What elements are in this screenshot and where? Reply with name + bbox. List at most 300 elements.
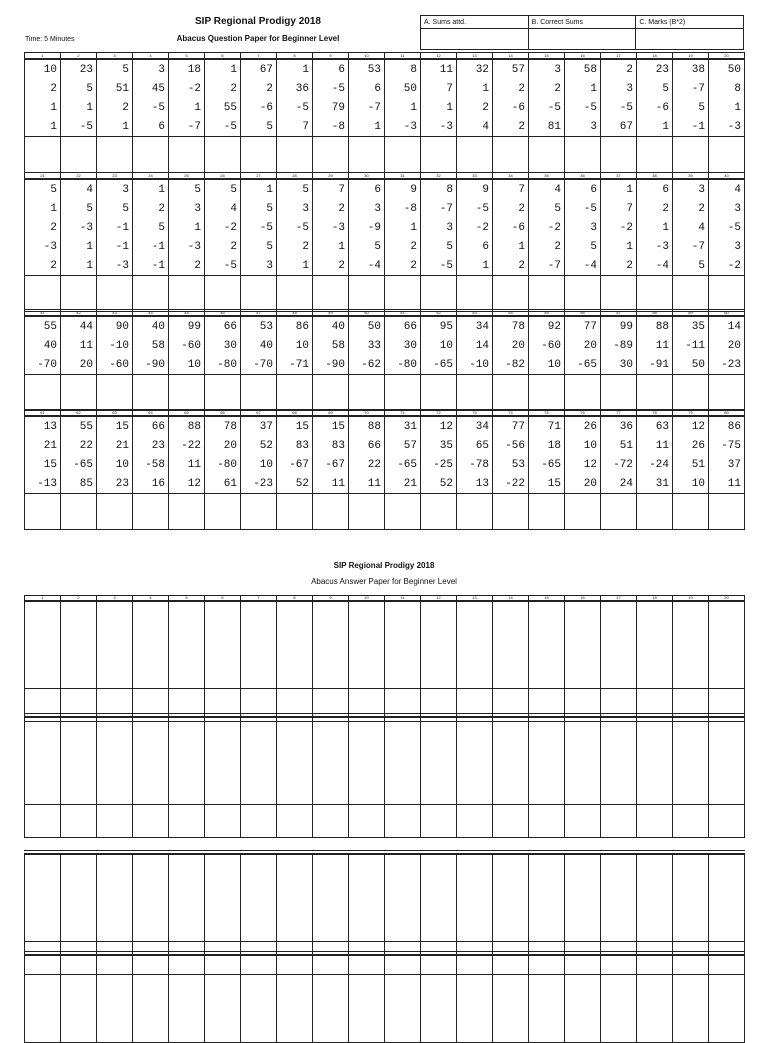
question-value: 38 xyxy=(673,59,709,79)
work-cell[interactable] xyxy=(349,601,385,689)
work-cell[interactable] xyxy=(349,718,385,805)
work-cell[interactable] xyxy=(169,601,205,689)
work-cell[interactable] xyxy=(673,601,709,689)
question-value: 83 xyxy=(277,436,313,455)
question-value: 40 xyxy=(313,316,349,336)
answer-cell[interactable] xyxy=(61,276,97,312)
question-value: 2 xyxy=(673,199,709,218)
answer-cell[interactable] xyxy=(313,375,349,411)
answer-cell[interactable] xyxy=(349,805,385,838)
work-cell[interactable] xyxy=(205,855,241,942)
work-cell[interactable] xyxy=(25,601,61,689)
question-number: 80 xyxy=(709,410,745,417)
answer-cell[interactable] xyxy=(565,494,601,530)
question-value: 50 xyxy=(385,79,421,98)
question-number: 57 xyxy=(601,310,637,317)
work-cell[interactable] xyxy=(133,601,169,689)
work-cell[interactable] xyxy=(385,855,421,942)
time-limit: Time: 5 Minutes xyxy=(25,36,75,43)
answer-cell[interactable] xyxy=(709,137,745,173)
answer-cell[interactable] xyxy=(97,137,133,173)
answer-cell[interactable] xyxy=(241,375,277,411)
work-cell[interactable] xyxy=(277,601,313,689)
question-value: 6 xyxy=(313,59,349,79)
answer-cell[interactable] xyxy=(385,137,421,173)
work-cell[interactable] xyxy=(313,601,349,689)
work-cell[interactable] xyxy=(673,956,709,1043)
work-cell[interactable] xyxy=(241,855,277,942)
answer-cell[interactable] xyxy=(313,137,349,173)
question-number: 15 xyxy=(529,53,565,60)
question-value: 66 xyxy=(349,436,385,455)
work-cell[interactable] xyxy=(601,718,637,805)
work-cell[interactable] xyxy=(709,718,745,805)
question-value: -6 xyxy=(493,218,529,237)
answer-cell[interactable] xyxy=(205,375,241,411)
answer-cell[interactable] xyxy=(493,375,529,411)
question-value: 2 xyxy=(493,199,529,218)
answer-cell[interactable] xyxy=(421,276,457,312)
work-cell[interactable] xyxy=(25,718,61,805)
work-cell[interactable] xyxy=(133,855,169,942)
question-value: 36 xyxy=(601,416,637,436)
work-cell[interactable] xyxy=(61,601,97,689)
answer-cell[interactable] xyxy=(133,375,169,411)
work-cell[interactable] xyxy=(493,956,529,1043)
answer-cell[interactable] xyxy=(565,137,601,173)
question-value: 2 xyxy=(637,199,673,218)
answer-cell[interactable] xyxy=(313,494,349,530)
question-value: 2 xyxy=(25,79,61,98)
question-number: 24 xyxy=(133,173,169,180)
question-number: 71 xyxy=(385,410,421,417)
correct-sums-field[interactable] xyxy=(528,29,636,50)
answer-number: 18 xyxy=(637,596,673,602)
question-number: 28 xyxy=(277,173,313,180)
work-cell[interactable] xyxy=(349,855,385,942)
work-cell[interactable] xyxy=(25,855,61,942)
question-value: -56 xyxy=(493,436,529,455)
work-cell[interactable] xyxy=(421,718,457,805)
work-cell[interactable] xyxy=(421,956,457,1043)
answer-cell[interactable] xyxy=(493,137,529,173)
answer-cell[interactable] xyxy=(277,137,313,173)
answer-cell[interactable] xyxy=(421,375,457,411)
answer-cell[interactable] xyxy=(133,494,169,530)
question-value: 10 xyxy=(97,455,133,474)
work-cell[interactable] xyxy=(277,956,313,1043)
answer-cell[interactable] xyxy=(241,137,277,173)
answer-cell[interactable] xyxy=(205,276,241,312)
question-value: 5 xyxy=(421,237,457,256)
answer-cell[interactable] xyxy=(601,494,637,530)
answer-cell[interactable] xyxy=(385,375,421,411)
answer-cell[interactable] xyxy=(169,805,205,838)
answer-cell[interactable] xyxy=(25,805,61,838)
work-cell[interactable] xyxy=(349,956,385,1043)
answer-cell[interactable] xyxy=(25,276,61,312)
work-cell[interactable] xyxy=(169,718,205,805)
question-number: 47 xyxy=(241,310,277,317)
answer-cell[interactable] xyxy=(61,137,97,173)
work-cell[interactable] xyxy=(565,855,601,942)
answer-cell[interactable] xyxy=(637,276,673,312)
work-cell[interactable] xyxy=(565,601,601,689)
question-value: -80 xyxy=(205,455,241,474)
answer-cell[interactable] xyxy=(349,494,385,530)
work-cell[interactable] xyxy=(565,956,601,1043)
answer-cell[interactable] xyxy=(529,137,565,173)
work-cell[interactable] xyxy=(457,601,493,689)
question-number: 46 xyxy=(205,310,241,317)
work-cell[interactable] xyxy=(25,956,61,1043)
answer-number: 4 xyxy=(133,596,169,602)
answer-cell[interactable] xyxy=(25,375,61,411)
answer-cell[interactable] xyxy=(97,805,133,838)
answer-cell[interactable] xyxy=(529,805,565,838)
answer-cell[interactable] xyxy=(349,276,385,312)
answer-cell[interactable] xyxy=(277,494,313,530)
question-number: 61 xyxy=(25,410,61,417)
question-value: 34 xyxy=(457,416,493,436)
question-block xyxy=(24,309,745,411)
answer-number: 10 xyxy=(349,596,385,602)
work-cell[interactable] xyxy=(97,718,133,805)
work-cell[interactable] xyxy=(97,956,133,1043)
question-value: 1 xyxy=(349,117,385,137)
answer-cell[interactable] xyxy=(61,494,97,530)
work-cell[interactable] xyxy=(97,855,133,942)
question-value: 1 xyxy=(709,98,745,117)
work-cell[interactable] xyxy=(61,855,97,942)
question-value: 85 xyxy=(61,474,97,494)
work-cell[interactable] xyxy=(277,718,313,805)
question-value: 21 xyxy=(25,436,61,455)
question-value: 30 xyxy=(205,336,241,355)
answer-cell[interactable] xyxy=(169,375,205,411)
answer-cell[interactable] xyxy=(97,375,133,411)
sums-attempted-field[interactable] xyxy=(421,29,529,50)
question-value: 11 xyxy=(421,59,457,79)
question-value: 37 xyxy=(241,416,277,436)
work-cell[interactable] xyxy=(601,956,637,1043)
question-value: 3 xyxy=(277,199,313,218)
question-number: 48 xyxy=(277,310,313,317)
work-cell[interactable] xyxy=(97,601,133,689)
question-value: 10 xyxy=(565,436,601,455)
question-value: 45 xyxy=(133,79,169,98)
answer-cell[interactable] xyxy=(205,494,241,530)
question-value: -70 xyxy=(241,355,277,375)
answer-cell[interactable] xyxy=(169,137,205,173)
marks-field[interactable] xyxy=(636,29,744,50)
question-value: 4 xyxy=(709,179,745,199)
question-value: 51 xyxy=(673,455,709,474)
work-cell[interactable] xyxy=(169,855,205,942)
question-value: 2 xyxy=(313,199,349,218)
answer-cell[interactable] xyxy=(277,375,313,411)
work-cell[interactable] xyxy=(529,601,565,689)
work-cell[interactable] xyxy=(61,718,97,805)
answer-cell[interactable] xyxy=(349,137,385,173)
answer-cell[interactable] xyxy=(493,276,529,312)
answer-cell[interactable] xyxy=(457,494,493,530)
question-value: 5 xyxy=(673,256,709,276)
work-cell[interactable] xyxy=(709,855,745,942)
question-value: 2 xyxy=(385,256,421,276)
answer-cell[interactable] xyxy=(385,276,421,312)
question-number: 51 xyxy=(385,310,421,317)
answer-cell[interactable] xyxy=(709,494,745,530)
work-cell[interactable] xyxy=(205,601,241,689)
question-value: 5 xyxy=(25,179,61,199)
answer-cell[interactable] xyxy=(421,494,457,530)
answer-cell[interactable] xyxy=(61,375,97,411)
question-value: 2 xyxy=(241,79,277,98)
answer-cell[interactable] xyxy=(709,276,745,312)
answer-cell[interactable] xyxy=(673,276,709,312)
question-value: 15 xyxy=(313,416,349,436)
question-value: -80 xyxy=(385,355,421,375)
question-value: 55 xyxy=(25,316,61,336)
answer-cell[interactable] xyxy=(385,494,421,530)
question-value: 5 xyxy=(133,218,169,237)
answer-cell[interactable] xyxy=(421,805,457,838)
question-number: 67 xyxy=(241,410,277,417)
question-value: -1 xyxy=(673,117,709,137)
work-cell[interactable] xyxy=(529,855,565,942)
question-number: 9 xyxy=(313,53,349,60)
question-value: 1 xyxy=(565,79,601,98)
question-number: 26 xyxy=(205,173,241,180)
work-cell[interactable] xyxy=(313,718,349,805)
answer-cell[interactable] xyxy=(313,805,349,838)
question-number: 32 xyxy=(421,173,457,180)
work-cell[interactable] xyxy=(637,956,673,1043)
answer-cell[interactable] xyxy=(709,805,745,838)
work-cell[interactable] xyxy=(385,718,421,805)
question-value: -65 xyxy=(421,355,457,375)
question-value: 2 xyxy=(385,237,421,256)
work-cell[interactable] xyxy=(637,855,673,942)
question-value: 1 xyxy=(313,237,349,256)
work-cell[interactable] xyxy=(277,855,313,942)
work-cell[interactable] xyxy=(169,956,205,1043)
question-value: 3 xyxy=(133,59,169,79)
work-cell[interactable] xyxy=(673,718,709,805)
work-cell[interactable] xyxy=(133,956,169,1043)
question-value: 31 xyxy=(637,474,673,494)
question-value: -6 xyxy=(637,98,673,117)
answer-cell[interactable] xyxy=(241,805,277,838)
question-value: 3 xyxy=(709,237,745,256)
answer-cell[interactable] xyxy=(637,137,673,173)
answer-number: 11 xyxy=(385,596,421,602)
question-number: 77 xyxy=(601,410,637,417)
work-cell[interactable] xyxy=(709,956,745,1043)
work-cell[interactable] xyxy=(241,718,277,805)
question-value: 86 xyxy=(709,416,745,436)
answer-cell[interactable] xyxy=(529,276,565,312)
answer-cell[interactable] xyxy=(601,375,637,411)
answer-cell[interactable] xyxy=(493,494,529,530)
answer-cell[interactable] xyxy=(277,805,313,838)
answer-cell[interactable] xyxy=(169,276,205,312)
answer-cell[interactable] xyxy=(133,805,169,838)
question-number: 40 xyxy=(709,173,745,180)
work-cell[interactable] xyxy=(61,956,97,1043)
work-cell[interactable] xyxy=(205,956,241,1043)
answer-cell[interactable] xyxy=(205,805,241,838)
work-cell[interactable] xyxy=(385,956,421,1043)
answer-cell[interactable] xyxy=(565,375,601,411)
answer-cell[interactable] xyxy=(97,494,133,530)
work-cell[interactable] xyxy=(241,956,277,1043)
work-cell[interactable] xyxy=(565,718,601,805)
answer-cell[interactable] xyxy=(457,276,493,312)
question-value: 21 xyxy=(385,474,421,494)
question-number: 58 xyxy=(637,310,673,317)
work-cell[interactable] xyxy=(313,956,349,1043)
answer-cell[interactable] xyxy=(205,137,241,173)
answer-cell[interactable] xyxy=(565,276,601,312)
answer-cell[interactable] xyxy=(61,805,97,838)
answer-cell[interactable] xyxy=(637,375,673,411)
question-value: 6 xyxy=(133,117,169,137)
question-value: 5 xyxy=(97,59,133,79)
answer-cell[interactable] xyxy=(637,805,673,838)
question-value: 5 xyxy=(61,79,97,98)
answer-cell[interactable] xyxy=(25,494,61,530)
work-cell[interactable] xyxy=(493,718,529,805)
answer-cell[interactable] xyxy=(25,137,61,173)
question-value: 1 xyxy=(61,256,97,276)
answer-cell[interactable] xyxy=(457,805,493,838)
question-value: -9 xyxy=(349,218,385,237)
work-cell[interactable] xyxy=(637,601,673,689)
answer-cell[interactable] xyxy=(601,805,637,838)
question-value: -62 xyxy=(349,355,385,375)
work-cell[interactable] xyxy=(601,601,637,689)
question-value: 57 xyxy=(385,436,421,455)
work-cell[interactable] xyxy=(457,718,493,805)
answer-cell[interactable] xyxy=(565,805,601,838)
question-value: -11 xyxy=(673,336,709,355)
question-value: -3 xyxy=(61,218,97,237)
question-value: 6 xyxy=(349,179,385,199)
answer-cell[interactable] xyxy=(601,137,637,173)
question-value: 2 xyxy=(25,256,61,276)
answer-cell[interactable] xyxy=(457,137,493,173)
answer-cell[interactable] xyxy=(601,276,637,312)
answer-cell[interactable] xyxy=(349,375,385,411)
question-value: 24 xyxy=(601,474,637,494)
question-number: 23 xyxy=(97,173,133,180)
answer-cell[interactable] xyxy=(133,276,169,312)
answer-cell[interactable] xyxy=(169,494,205,530)
answer-cell[interactable] xyxy=(421,137,457,173)
question-number: 42 xyxy=(61,310,97,317)
answer-cell[interactable] xyxy=(529,375,565,411)
question-value: 58 xyxy=(565,59,601,79)
work-cell[interactable] xyxy=(457,956,493,1043)
answer-cell[interactable] xyxy=(529,494,565,530)
answer-cell[interactable] xyxy=(673,494,709,530)
answer-cell[interactable] xyxy=(493,805,529,838)
work-cell[interactable] xyxy=(241,601,277,689)
work-cell[interactable] xyxy=(421,601,457,689)
question-value: -82 xyxy=(493,355,529,375)
work-cell[interactable] xyxy=(529,956,565,1043)
work-cell[interactable] xyxy=(205,718,241,805)
answer-cell[interactable] xyxy=(313,276,349,312)
question-value: -7 xyxy=(169,117,205,137)
answer-cell[interactable] xyxy=(241,276,277,312)
answer-cell[interactable] xyxy=(241,494,277,530)
question-value: 4 xyxy=(529,179,565,199)
question-value: -13 xyxy=(25,474,61,494)
question-value: 5 xyxy=(61,199,97,218)
question-value: 20 xyxy=(565,474,601,494)
answer-cell[interactable] xyxy=(673,137,709,173)
work-cell[interactable] xyxy=(133,718,169,805)
answer-cell[interactable] xyxy=(673,375,709,411)
answer-cell[interactable] xyxy=(457,375,493,411)
answer-cell[interactable] xyxy=(385,805,421,838)
question-value: 3 xyxy=(601,79,637,98)
work-cell[interactable] xyxy=(493,855,529,942)
answer-cell[interactable] xyxy=(133,137,169,173)
work-cell[interactable] xyxy=(493,601,529,689)
question-value: 2 xyxy=(97,98,133,117)
answer-cell[interactable] xyxy=(97,276,133,312)
question-number: 39 xyxy=(673,173,709,180)
work-cell[interactable] xyxy=(709,601,745,689)
work-cell[interactable] xyxy=(637,718,673,805)
work-cell[interactable] xyxy=(313,855,349,942)
work-cell[interactable] xyxy=(673,855,709,942)
question-value: -3 xyxy=(169,237,205,256)
question-value: 7 xyxy=(493,179,529,199)
work-cell[interactable] xyxy=(457,855,493,942)
question-value: 2 xyxy=(25,218,61,237)
question-value: 23 xyxy=(97,474,133,494)
answer-paper-title: SIP Regional Prodigy 2018 xyxy=(333,561,435,570)
question-value: 81 xyxy=(529,117,565,137)
question-value: 1 xyxy=(61,98,97,117)
answer-cell[interactable] xyxy=(277,276,313,312)
work-cell[interactable] xyxy=(385,601,421,689)
question-value: 50 xyxy=(349,316,385,336)
question-value: 10 xyxy=(241,455,277,474)
question-number: 5 xyxy=(169,53,205,60)
work-cell[interactable] xyxy=(601,855,637,942)
answer-cell[interactable] xyxy=(637,494,673,530)
question-value: -65 xyxy=(529,455,565,474)
question-value: -3 xyxy=(637,237,673,256)
question-value: 12 xyxy=(565,455,601,474)
question-value: -65 xyxy=(61,455,97,474)
answer-cell[interactable] xyxy=(673,805,709,838)
question-value: 58 xyxy=(133,336,169,355)
answer-number: 20 xyxy=(709,596,745,602)
question-value: 11 xyxy=(637,436,673,455)
question-value: -5 xyxy=(61,117,97,137)
work-cell[interactable] xyxy=(421,855,457,942)
work-cell[interactable] xyxy=(529,718,565,805)
answer-cell[interactable] xyxy=(709,375,745,411)
question-value: 8 xyxy=(385,59,421,79)
